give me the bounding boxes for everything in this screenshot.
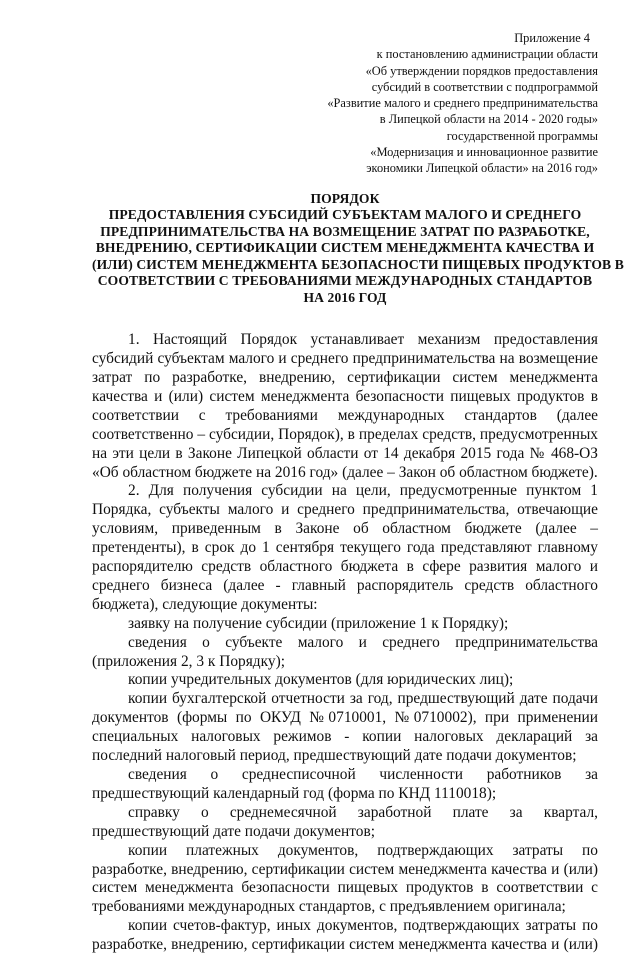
title-line: (ИЛИ) СИСТЕМ МЕНЕДЖМЕНТА БЕЗОПАСНОСТИ ПИЩЕВЫХ ПРОДУКТОВ В — [92, 256, 624, 272]
body-paragraph: копии бухгалтерской отчетности за год, предшествующий дате подачи документов (формы по ОКУД №0710001, №0710002), при применении специальных налоговых режимов - копии налоговых деклараций за последний налоговый период, предшествующий дате подачи документов; — [92, 690, 598, 765]
header-line: «Модернизация и инновационное развитие — [370, 145, 598, 160]
title-line: НА 2016 ГОД — [303, 289, 387, 305]
body-paragraph: справку о среднемесячной заработной плате за квартал, предшествующий дате подачи документов; — [92, 803, 598, 840]
title-line: СООТВЕТСТВИИ С ТРЕБОВАНИЯМИ МЕЖДУНАРОДНЫХ СТАНДАРТОВ — [97, 273, 593, 289]
body-paragraph: 1. Настоящий Порядок устанавливает механизм предоставления субсидий субъектам малого и среднего предпринимательства на возмещение затрат по разработке, внедрению, сертификации систем менеджмента качества и (или) систем менеджмента безопасности пищевых продуктов в соответствии с требованиями международных стандартов (далее соответственно – субсидии, Порядок), в пределах средств, предусмотренных на эти цели в Законе Липецкой области от 14 декабря 2015 года № 468-ОЗ «Об областном бюджете на 2016 год» (далее – Закон об областном бюджете). — [92, 331, 598, 481]
body-paragraph: сведения о субъекте малого и среднего предпринимательства (приложения 2, 3 к Порядку); — [92, 633, 598, 670]
header-line: к постановлению администрации области — [376, 47, 598, 62]
header-line: «Об утверждении порядков предоставления — [365, 63, 598, 78]
body-paragraph: копии учредительных документов (для юридических лиц); — [128, 671, 514, 689]
header-line: экономики Липецкой области» на 2016 год» — [366, 161, 598, 176]
header-line: Приложение 4 — [514, 31, 590, 45]
document-title — [92, 190, 624, 307]
header-line: субсидий в соответствии с подпрограммой — [371, 79, 598, 94]
header-line: государственной программы — [446, 128, 598, 143]
title-line: ПРЕДПРИНИМАТЕЛЬСТВА НА ВОЗМЕЩЕНИЕ ЗАТРАТ ПО РАЗРАБОТКЕ, — [100, 223, 590, 239]
title-line: ВНЕДРЕНИЮ, СЕРТИФИКАЦИИ СИСТЕМ МЕНЕДЖМЕНТА КАЧЕСТВА И — [95, 240, 595, 256]
appendix-header — [92, 30, 598, 177]
body-paragraph: 2. Для получения субсидии на цели, предусмотренные пунктом 1 Порядка, субъекты малого и среднего предпринимательства, отвечающие условиям, приведенным в Законе об областном бюджете (далее – претенденты), в срок до 1 сентября текущего года представляют главному распорядителю средств областного бюджета в сфере развития малого и среднего бизнеса (далее - главный распорядитель средств областного бюджета), следующие документы: — [92, 482, 598, 613]
document-body — [92, 331, 598, 955]
title-line: ПОРЯДОК — [310, 190, 380, 206]
body-paragraph: копии счетов-фактур, иных документов, подтверждающих затраты по разработке, внедрению, сертификации систем менеджмента качества и (или) — [92, 917, 598, 954]
body-paragraph: копии платежных документов, подтверждающих затраты по разработке, внедрению, сертификации систем менеджмента качества и (или) систем менеджмента безопасности пищевых продуктов в соответствии с требованиями международных стандартов, с предъявлением оригинала; — [92, 841, 598, 916]
title-line: ПРЕДОСТАВЛЕНИЯ СУБСИДИЙ СУБЪЕКТАМ МАЛОГО И СРЕДНЕГО — [108, 207, 582, 223]
header-line: «Развитие малого и среднего предпринимательства — [327, 96, 598, 111]
body-paragraph: заявку на получение субсидии (приложение 1 к Порядку); — [128, 614, 509, 632]
header-line: в Липецкой области на 2014 - 2020 годы» — [379, 112, 598, 127]
body-paragraph: сведения о среднесписочной численности работников за предшествующий календарный год (форма по КНД 1110018); — [92, 766, 598, 802]
